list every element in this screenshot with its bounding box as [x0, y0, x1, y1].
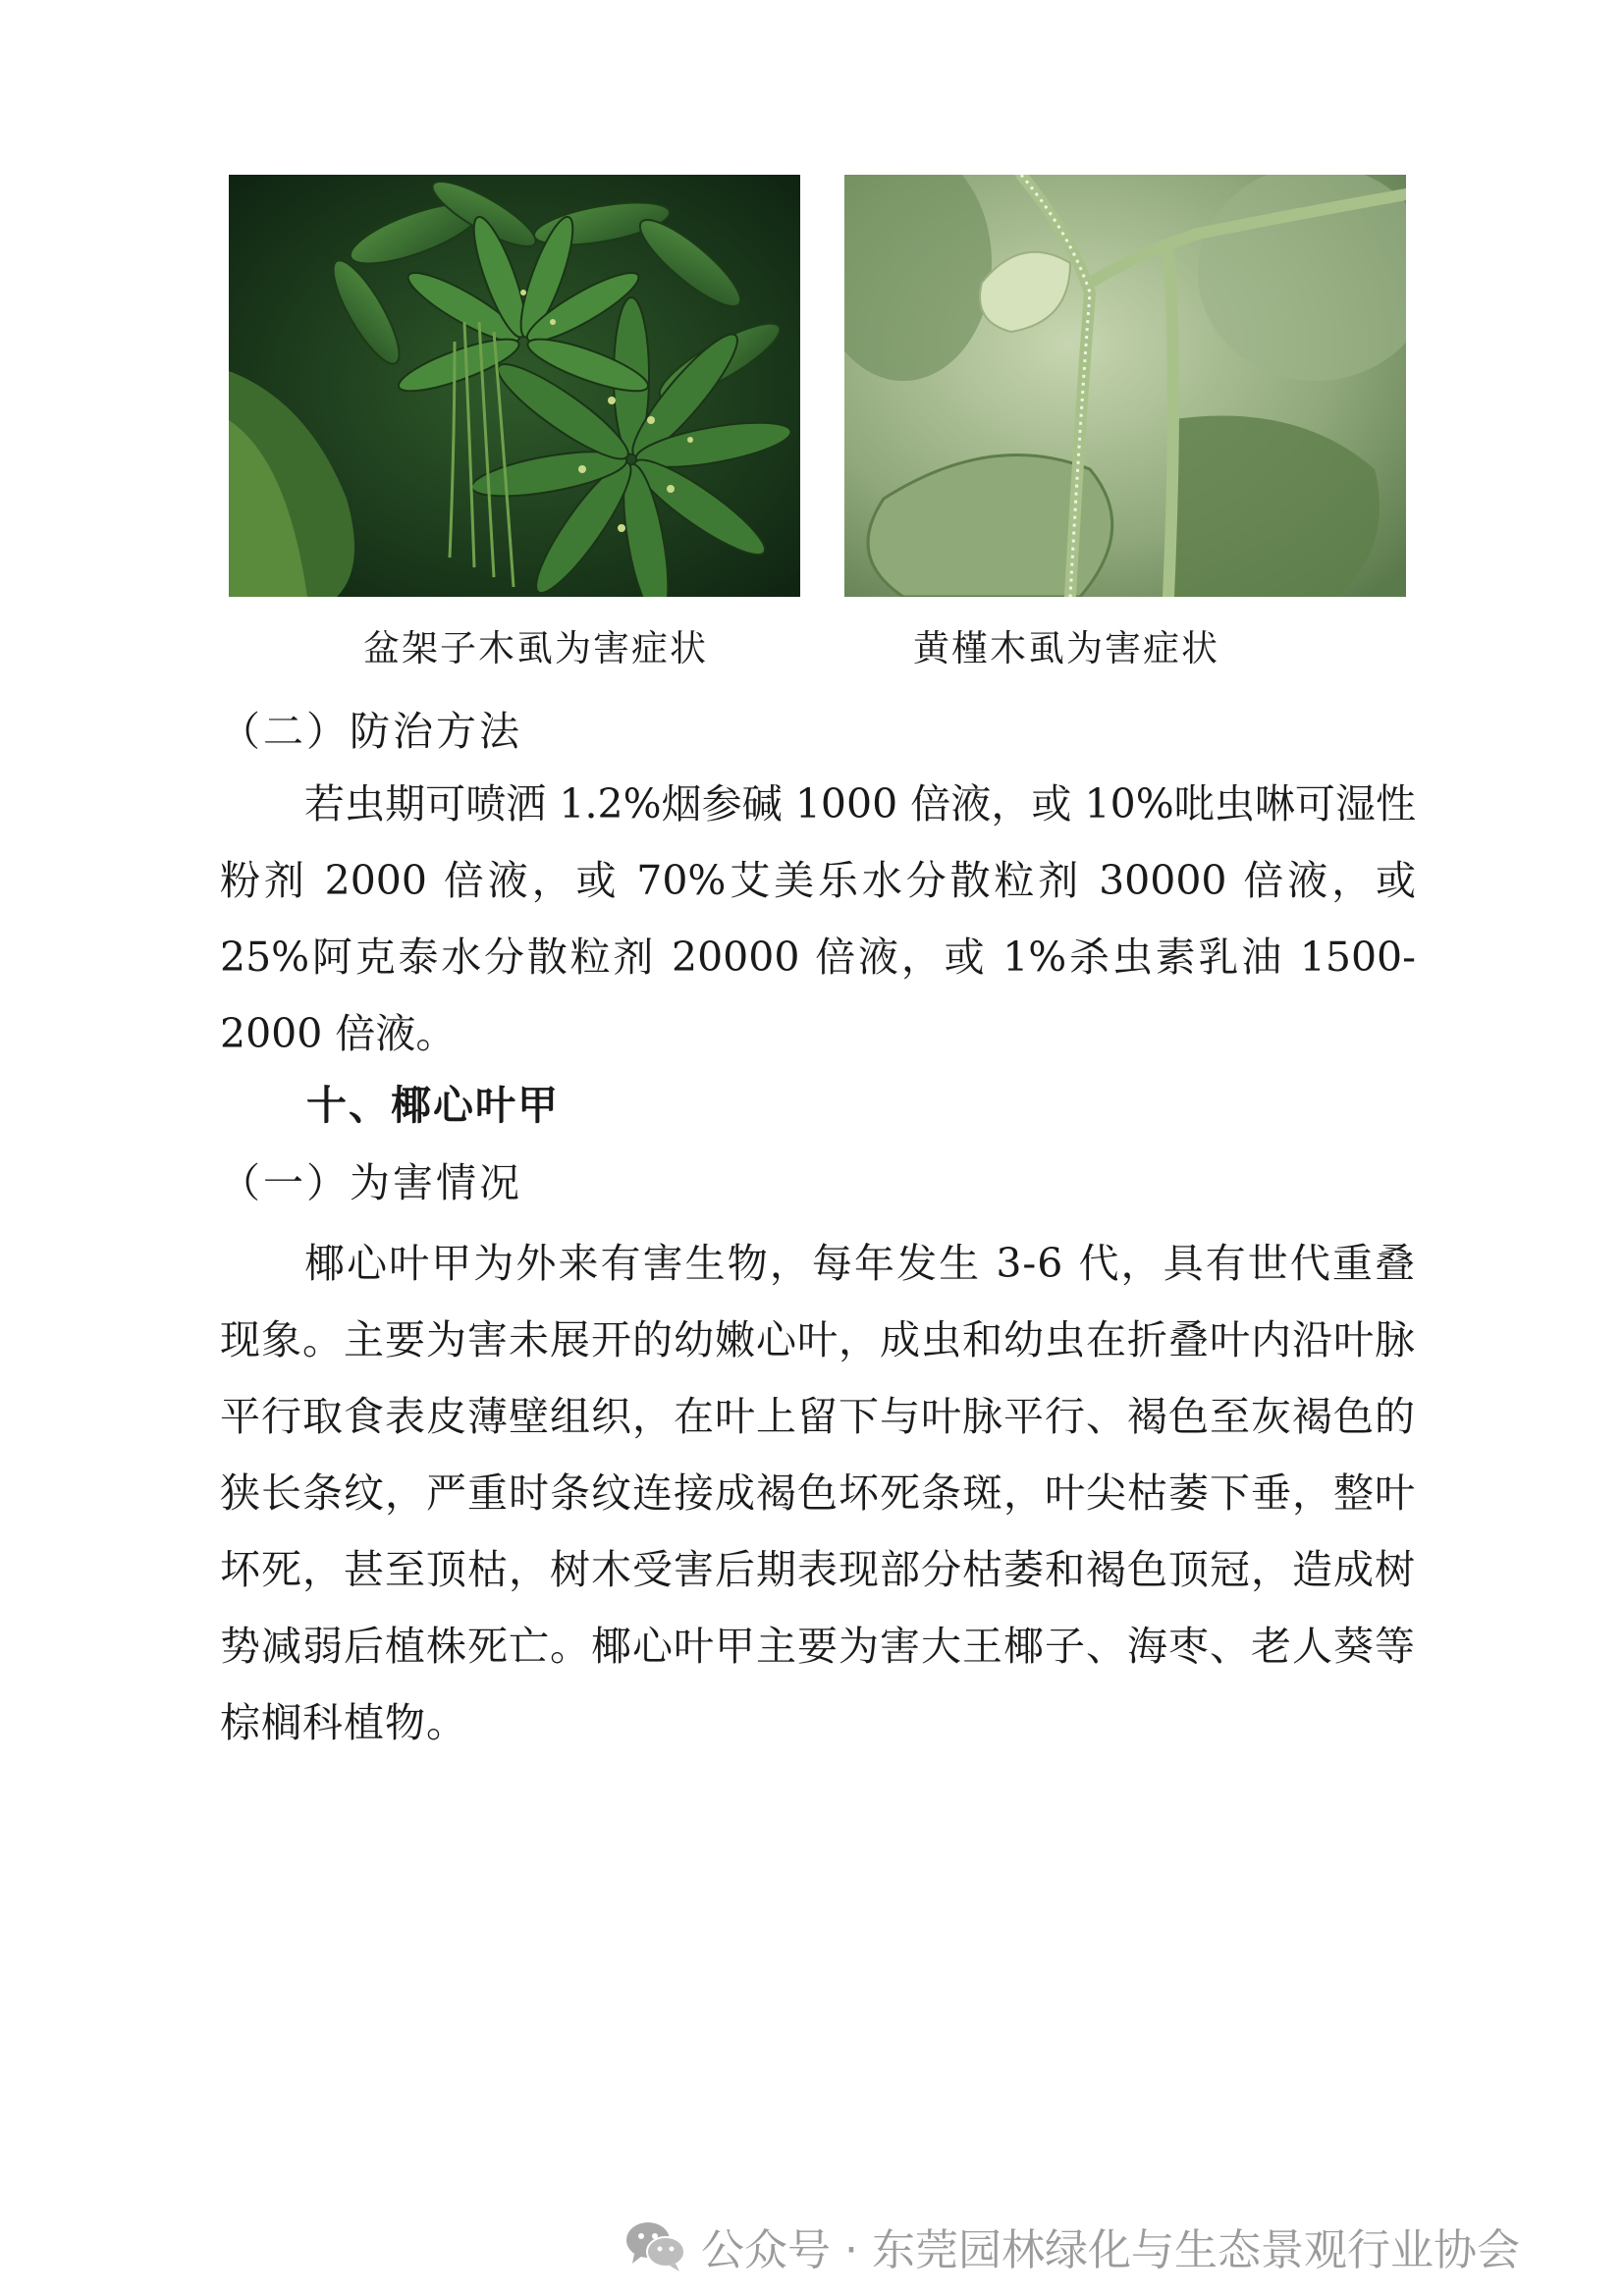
- plant-photo-icon: [229, 175, 800, 597]
- plant-photo-icon: [844, 175, 1406, 597]
- sub-heading-control-methods: （二）防治方法: [220, 708, 522, 755]
- paragraph-control-methods: 若虫期可喷洒 1.2%烟参碱 1000 倍液，或 10%吡虫啉可湿性粉剂 2000 倍液，或 70%艾美乐水分散粒剂 30000 倍液，或 25%阿克泰水分散粒剂 20000 倍液，或 1%杀虫素乳油 1500-2000 倍液。: [220, 780, 1416, 1057]
- photo-alstonia-damage: [229, 175, 800, 597]
- footer-watermark: [624, 2216, 1520, 2275]
- image-caption: 盆架子木虱为害症状: [363, 627, 708, 669]
- image-caption: 黄槿木虱为害症状: [913, 627, 1219, 669]
- photo-hibiscus-damage: [844, 175, 1406, 597]
- sub-heading-damage: （一）为害情况: [220, 1159, 522, 1206]
- footer-text: 公众号 · 东莞园林绿化与生态景观行业协会: [701, 2225, 1520, 2275]
- paragraph-damage: 椰心叶甲为外来有害生物，每年发生 3-6 代，具有世代重叠现象。主要为害未展开的幼嫩心叶，成虫和幼虫在折叠叶内沿叶脉平行取食表皮薄壁组织，在叶上留下与叶脉平行、褐色至灰褐色的狭长条纹，严重时条纹连接成褐色坏死条斑，叶尖枯萎下垂，整叶坏死，甚至顶枯，树木受害后期表现部分枯萎和褐色顶冠，造成树势减弱后植株死亡。椰心叶甲主要为害大王椰子、海枣、老人葵等棕榈科植物。: [220, 1240, 1416, 1746]
- section-heading: 十、椰心叶甲: [306, 1082, 560, 1129]
- wechat-icon: [624, 2218, 687, 2273]
